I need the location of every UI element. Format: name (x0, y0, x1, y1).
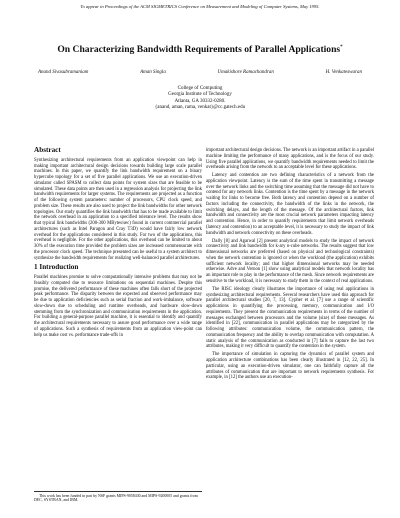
title-footnote-mark: * (340, 44, 343, 50)
author-name: Anand Sivasubramaniam (38, 70, 89, 75)
affiliation-line: Atlanta, GA 30332-0280. (174, 98, 226, 104)
header-note: To appear in Proceedings of the ACM SIGMETRICS Conference on Measurement and Modeling of Computer Systems, May 1995. (80, 4, 320, 9)
body-paragraph: Latency and contention are two defining characteristics of a network from the application viewpoint. Latency is the sum of the time spent in transmitting a message over the network links and the switching time assuming that the message did not have to contend for any network links. Contention is the time spent by a message in the network waiting for links to become free. Both latency and contention depend on a number of factors including the connectivity, the bandwidth of the links in the network, the switching delays, and the length of the message. Of the architectural factors, link bandwidth and connectivity are the most crucial network parameters impacting latency and contention. Hence, in order to quantify requirements that limit network overheads (latency and contention) to an acceptable level, it is necessary to study the impact of link bandwidth and network connectivity on these overheads. (206, 173, 374, 236)
left-column (34, 148, 202, 340)
author-name: H. Venkateswaran (325, 70, 362, 75)
author-name: Aman Singla (140, 70, 166, 75)
intro-paragraph: Parallel machines promise to solve computationally intensive problems that may not be feasibly computed due to resource limitations on sequential machines. Despite this promise, the delivered performance of these machines often falls short of the projected peak performance. The disparity between the expected and observed performance may be due to application deficiencies such as serial fraction and work-imbalance, software slow-down due to scheduling and runtime overheads, and hardware slow-down stemming from the synchronization and communication requirements in the application. For building a general-purpose parallel machine, it is essential to identify and quantify the architectural requirements necessary to assure good performance over a wide range of applications. Such a synthesis of requirements from an application view-point can help us make cost vs. performance trade-offs in (34, 275, 202, 338)
author-name: Umakishore Ramachandran (217, 70, 274, 75)
section-heading-introduction: 1 Introduction (34, 263, 79, 272)
footnote-text: This work has been funded in part by NSF grants MIPS-9058430 and MIPS-9200005 and grants from DEC, SYSTRAN, and IBM. (34, 493, 198, 503)
affiliation-email: {anand, aman, rama, venkat}@cc.gatech.edu (154, 104, 246, 110)
body-paragraph: important architectural design decisions. The network is an important artifact in a parallel machine limiting the performance of many applications, and is the focus of our study. Using five parallel applications, we quantify bandwidth requirements needed to limit the overheads arising from the network to an acceptable level for these applications. (206, 148, 374, 171)
abstract-text: Synthesizing architectural requirements from an application viewpoint can help in making important architectural design decisions towards building large scale parallel machines. In this paper, we quantify the link bandwidth requirement on a binary hypercube topology for a set of five parallel applications. We use an execution-driven simulator called SPASM to collect data points for system sizes that are feasible to be simulated. These data points are then used in a regression analysis for projecting the link bandwidth requirements for larger systems. The requirements are projected as a function of the following system parameters: number of processors, CPU clock speed, and problem size. These results are also used to project the link bandwidths for other network topologies. Our study quantifies the link bandwidth that has to be made available to limit the network overhead in an application to a specified tolerance level. The results show that typical link bandwidths (200-300 MBytes/sec) found in current commercial parallel architectures (such as Intel Paragon and Cray T3D) would have fairly low network overhead for the applications considered in this study. For two of the applications, this overhead is negligible. For the other applications, this overhead can be limited to about 30% of the execution time provided the problem sizes are increased commensurate with the processor clock speed. The technique presented can be useful to a system architect to synthesize the bandwidth requirements for realizing well-balanced parallel architectures. (34, 157, 202, 261)
affiliation-line: College of Computing (177, 86, 223, 91)
body-paragraph: The importance of simulation in capturing the dynamics of parallel system and application architecture combinations has been clearly illustrated in [12, 22, 25]. In particular, using an execution-driven simulator, one can faithfully capture all the attributes of communication that are important to network requirements synthesis. For example, in [12] the authors use an execution- (206, 352, 374, 381)
title-text: On Characterizing Bandwidth Requirements of Parallel Applications (57, 44, 341, 55)
author-list (38, 70, 362, 75)
body-paragraph: Dally [8] and Agarwal [2] present analytical models to study the impact of network connectivity and link bandwidth for k-ary n-cube networks. The results suggest that low dimensional networks are preferred (based on physical and technological constraints) when the network contention is ignored or when the workload (the application) exhibits sufficient network locality; and that higher dimensional networks may be needed otherwise. Adve and Vernon [1] show using analytical models that network locality has an important role to play in the performance of the mesh. Since network requirements are sensitive to the workload, it is necessary to study them in the context of real applications. (206, 238, 374, 284)
right-column (206, 148, 374, 383)
affiliation-line: Georgia Institute of Technology (168, 92, 232, 98)
footnote (34, 491, 202, 503)
paper-title (0, 44, 400, 55)
affiliation (0, 86, 400, 111)
body-paragraph: The RISC ideology clearly illustrates the importance of using real applications in synthesizing architectural requirements. Several researchers have used this approach for parallel architectural studies [20, 7, 13]. Cypher et al. [7] use a range of scientific applications in quantifying the processing, memory, communication and I/O requirements. They present the communication requirements in terms of the number of messages exchanged between processors and the volume (size) of these messages. As identified in [22], communication in parallel applications may be categorized by the following attributes: communication volume, the communication pattern, the communication frequency and the ability to overlap communication with computation. A static analysis of the communication as conducted in [7] fails to capture the last two attributes, making it very difficult to quantify the contention in the system. (206, 286, 374, 350)
abstract-heading: Abstract (34, 146, 61, 154)
